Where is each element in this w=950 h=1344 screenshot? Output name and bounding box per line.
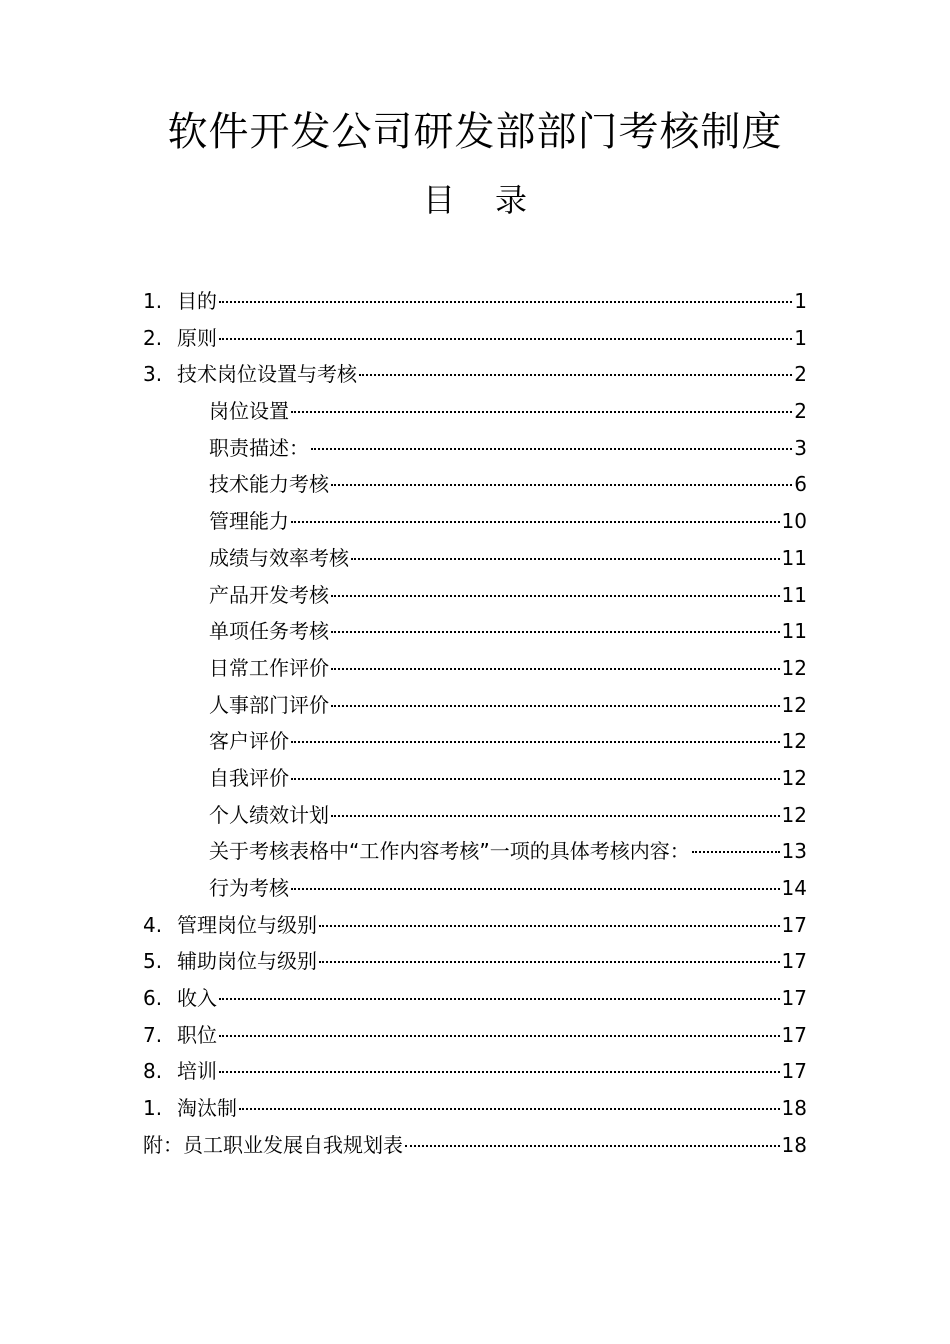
toc-heading-char: 录 bbox=[495, 181, 528, 219]
toc-entry-page-number: 12 bbox=[781, 802, 807, 827]
toc-entry-number: 5. bbox=[143, 949, 163, 974]
toc-dot-leader bbox=[291, 888, 780, 890]
toc-entry-number: 3. bbox=[143, 362, 163, 387]
toc-entry[interactable] bbox=[143, 797, 807, 834]
toc-dot-leader bbox=[359, 374, 792, 376]
toc-entry-page-number: 3 bbox=[794, 435, 807, 460]
toc-entry[interactable] bbox=[143, 723, 807, 760]
toc-dot-leader bbox=[219, 1035, 780, 1037]
toc-entry[interactable] bbox=[143, 650, 807, 687]
toc-entry-page-number: 17 bbox=[781, 912, 807, 937]
toc-entry-page-number: 11 bbox=[781, 545, 807, 570]
toc-dot-leader bbox=[331, 484, 792, 486]
toc-dot-leader bbox=[351, 558, 780, 560]
toc-entry-number: 1. bbox=[143, 289, 163, 313]
toc-entry-page-number: 1 bbox=[794, 289, 807, 313]
toc-entry-page-number: 12 bbox=[781, 692, 807, 717]
toc-dot-leader bbox=[319, 961, 780, 963]
toc-entry-title: 客户评价 bbox=[209, 729, 289, 754]
toc-entry[interactable] bbox=[143, 540, 807, 577]
toc-entry-page-number: 2 bbox=[794, 399, 807, 424]
toc-entry-title: 岗位设置 bbox=[209, 399, 289, 424]
toc-entry[interactable] bbox=[143, 393, 807, 430]
toc-entry-title: 人事部门评价 bbox=[209, 692, 329, 717]
toc-entry[interactable] bbox=[143, 1090, 807, 1127]
toc-entry[interactable] bbox=[143, 320, 807, 357]
toc-entry[interactable] bbox=[143, 503, 807, 540]
toc-entry-title: 个人绩效计划 bbox=[209, 802, 329, 827]
toc-entry-title: 技术岗位设置与考核 bbox=[177, 362, 357, 387]
toc-entry-title: 管理能力 bbox=[209, 509, 289, 534]
toc-entry[interactable] bbox=[143, 760, 807, 797]
toc-heading-char: 目 bbox=[422, 181, 455, 219]
toc-entry-title: 职位 bbox=[177, 1022, 217, 1047]
toc-entry[interactable] bbox=[143, 943, 807, 980]
toc-entry-page-number: 18 bbox=[781, 1096, 807, 1121]
toc-entry-title: 自我评价 bbox=[209, 765, 289, 790]
toc-entry-page-number: 13 bbox=[781, 839, 807, 864]
toc-dot-leader bbox=[405, 1145, 780, 1147]
toc-entry-page-number: 17 bbox=[781, 986, 807, 1011]
toc-entry-page-number: 17 bbox=[781, 949, 807, 974]
toc-entry[interactable] bbox=[143, 687, 807, 724]
toc-entry-number: 8. bbox=[143, 1059, 163, 1084]
toc-entry-title: 产品开发考核 bbox=[209, 582, 329, 607]
toc-entry-page-number: 17 bbox=[781, 1059, 807, 1084]
toc-dot-leader bbox=[319, 925, 780, 927]
toc-entry-number: 6. bbox=[143, 986, 163, 1011]
toc-entry[interactable] bbox=[143, 283, 807, 320]
toc-entry-page-number: 11 bbox=[781, 619, 807, 644]
toc-entry-page-number: 1 bbox=[794, 325, 807, 350]
toc-entry[interactable] bbox=[143, 980, 807, 1017]
toc-entry[interactable] bbox=[143, 613, 807, 650]
toc-entry-number: 2. bbox=[143, 325, 163, 350]
toc-entry[interactable] bbox=[143, 1053, 807, 1090]
toc-entry-title: 日常工作评价 bbox=[209, 655, 329, 680]
toc-entry-number: 1. bbox=[143, 1096, 163, 1121]
toc-entry-page-number: 2 bbox=[794, 362, 807, 387]
toc-entry[interactable] bbox=[143, 577, 807, 614]
toc-entry-number: 7. bbox=[143, 1022, 163, 1047]
toc-entry-page-number: 17 bbox=[781, 1022, 807, 1047]
toc-dot-leader bbox=[331, 668, 780, 670]
toc-entry[interactable] bbox=[143, 430, 807, 467]
toc-dot-leader bbox=[291, 778, 780, 780]
toc-entry-title: 培训 bbox=[177, 1059, 217, 1084]
toc-entry-page-number: 6 bbox=[794, 472, 807, 497]
toc-entry-title: 管理岗位与级别 bbox=[177, 912, 317, 937]
toc-dot-leader bbox=[291, 741, 780, 743]
toc-heading bbox=[0, 176, 950, 224]
toc-entry-title: 收入 bbox=[177, 986, 217, 1011]
toc-dot-leader bbox=[331, 631, 780, 633]
toc-dot-leader bbox=[219, 338, 792, 340]
toc-entry-number: 4. bbox=[143, 912, 163, 937]
toc-entry[interactable] bbox=[143, 907, 807, 944]
toc-entry-title: 目的 bbox=[177, 289, 217, 313]
toc-entry[interactable] bbox=[143, 466, 807, 503]
document-title: 软件开发公司研发部部门考核制度 bbox=[167, 109, 783, 155]
toc-entry-title: 关于考核表格中“工作内容考核”一项的具体考核内容： bbox=[209, 839, 690, 864]
toc-entry-title: 辅助岗位与级别 bbox=[177, 949, 317, 974]
toc-entry[interactable] bbox=[143, 833, 807, 870]
toc-entry-title: 附：员工职业发展自我规划表 bbox=[143, 1132, 403, 1157]
toc-entry-title: 行为考核 bbox=[209, 876, 289, 900]
toc-entry-title: 单项任务考核 bbox=[209, 619, 329, 644]
toc-entry-page-number: 14 bbox=[781, 876, 807, 900]
toc-entry-title: 原则 bbox=[177, 325, 217, 350]
toc-dot-leader bbox=[219, 1071, 780, 1073]
toc-entry-title: 职责描述： bbox=[209, 435, 309, 460]
toc-dot-leader bbox=[291, 521, 780, 523]
toc-entry-page-number: 18 bbox=[781, 1132, 807, 1157]
toc-entry[interactable] bbox=[143, 1127, 807, 1164]
toc-dot-leader bbox=[311, 448, 792, 450]
toc-dot-leader bbox=[331, 815, 780, 817]
toc-entry[interactable] bbox=[143, 1017, 807, 1054]
toc-entry[interactable] bbox=[143, 870, 807, 907]
table-of-contents bbox=[143, 283, 807, 1164]
toc-entry-title: 成绩与效率考核 bbox=[209, 545, 349, 570]
toc-dot-leader bbox=[692, 851, 780, 853]
toc-dot-leader bbox=[291, 411, 792, 413]
toc-dot-leader bbox=[219, 301, 792, 303]
toc-entry-page-number: 10 bbox=[781, 509, 807, 534]
toc-dot-leader bbox=[331, 705, 780, 707]
toc-entry-page-number: 11 bbox=[781, 582, 807, 607]
toc-dot-leader bbox=[239, 1108, 780, 1110]
toc-entry-page-number: 12 bbox=[781, 729, 807, 754]
toc-entry-page-number: 12 bbox=[781, 765, 807, 790]
toc-entry-title: 技术能力考核 bbox=[209, 472, 329, 497]
toc-dot-leader bbox=[219, 998, 780, 1000]
toc-entry[interactable] bbox=[143, 356, 807, 393]
toc-entry-title: 淘汰制 bbox=[177, 1096, 237, 1121]
toc-entry-page-number: 12 bbox=[781, 655, 807, 680]
toc-dot-leader bbox=[331, 595, 780, 597]
